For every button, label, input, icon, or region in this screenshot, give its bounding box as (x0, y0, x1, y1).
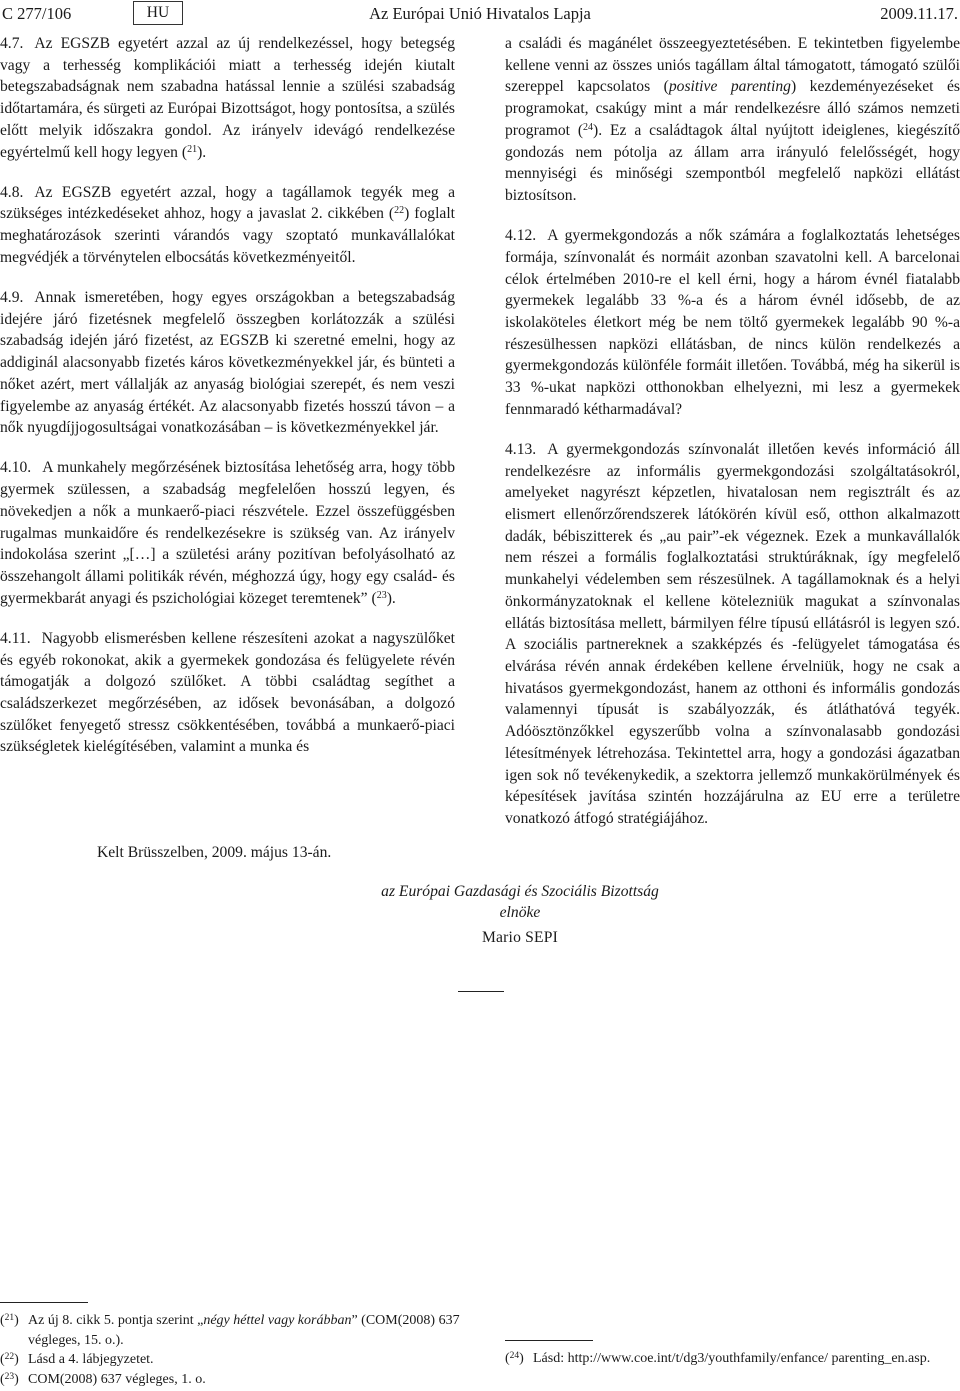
text-segment: négy héttel vagy korábban (203, 1313, 352, 1328)
text-segment: Nagyobb elismerésben kellene részesíteni azokat a nagyszülőket és egyéb rokonokat, akik a gyermekek gondozása és felügyelete révén támogatják a dolgozó szülőket. A többi családtag segíthet a családszerkezet megőrzésében, az idősek bevonásában, a dolgozó szülőket fenyegető stressz csökkentésében, továbbá a munkaerő-piaci szükségletek kielégítésében, valamint a munka és (0, 629, 455, 756)
text-segment: ). (386, 589, 396, 607)
text-segment: ) kezdeményezéseket és programokat, csakúgy mint a már rendelkezésre álló számos nemzeti programot ( (505, 78, 960, 139)
text-segment: a családi és magánélet összeegyeztetésében. E tekintetben figyelembe kellene venni az összes uniós tagállam által támogatott, támogató szülői szereppel kapcsolatos ( (505, 35, 960, 96)
text-segment: Az új 8. cikk 5. pontja szerint „ (28, 1313, 204, 1328)
footnotes-right (505, 1349, 960, 1369)
paragraph-number: 4.11. (0, 629, 31, 647)
text-segment: ) foglalt meghatározások szerinti várandós vagy szoptató munkavállalókat megvédjék a törvénytelen elbocsátás következményeitől. (0, 205, 455, 266)
footnote-marker: ($^{24}$) (505, 1351, 524, 1366)
paragraph (505, 33, 960, 207)
footnote-reference: 21 (187, 143, 198, 155)
text-segment: A munkahely megőrzésének biztosítása lehetőség arra, hogy több gyermek szülessen, a szabadság megfelelően hosszú legyen, és növekedjen a nők a munkaerő-piaci részvétele. Ezzel összefüggésben rugalmas munkaidőre és rendelkezésekre is szükség van. Az irányelv indokolása szerint „[…] a születési arány pozitívan befolyásolható az összehangolt állami politikák révén, méghozzá úgy, hogy egy család- és gyermekbarát anyagi és pszichológiai közeget teremtenek” ( (0, 459, 455, 607)
text-segment: Annak ismeretében, hogy egyes országokban a betegszabadság idejére járó fizetésnek megfelelő összegben korlátozzák a szülési szabadság idején járó fizetést, az EGSZB ki szeretné emelni, hogy az addiginál alacsonyabb fizetés káros következményekkel jár, és bünteti a nőket azért, mert vállalják az anyaság biológiai szerepét, és nem veszi figyelembe az anyaság értékét. Az alacsonyabb fizetés hosszú távon – a nők nyugdíjjogosultságai vonatkozásában – is következményekkel jár. (0, 289, 455, 437)
footnote (0, 1350, 470, 1370)
footnote-number: 23 (4, 1371, 15, 1382)
footnote-reference: 22 (394, 205, 405, 217)
text-segment: Lásd: http://www.coe.int/t/dg3/youthfamily/enfance/ parenting_en.asp. (533, 1351, 931, 1366)
text-segment: COM(2008) 637 végleges, 1. o. (28, 1371, 206, 1387)
text-segment: Az EGSZB egyetért azzal az új rendelkezéssel, hogy betegség vagy a terhesség komplikációi miatt a terhesség idején kiutalt betegszabadságnak nem szabadna hatással lennie a szülési szabadság időtartamára, és sürgeti az Európai Bizottságot, hogy pontosítsa, a szülés előtt melyik időszakra gondol. Az irányelv idevágó rendelkezése egyértelmű kell hogy legyen ( (0, 35, 455, 161)
paragraph (0, 33, 455, 163)
text-segment: Az EGSZB egyetért azzal, hogy a tagállamok tegyék meg a szükséges intézkedéseket ahhoz, hogy a javaslat 2. cikkében ( (0, 183, 455, 223)
language-code-box: HU (133, 1, 183, 25)
footnote-reference: 23 (376, 589, 387, 601)
footnote-number: 21 (4, 1313, 15, 1323)
journal-title: Az Európai Unió Hivatalos Lapja (369, 4, 591, 23)
end-rule (458, 991, 504, 992)
footnote-marker: ($^{21}$) (0, 1313, 19, 1328)
signatory-organization: az Európai Gazdasági és Szociális Bizottság (381, 883, 659, 900)
text-segment: A gyermekgondozás színvonalát illetően kevés információ áll rendelkezésre az informális gyermekgondozási szolgáltatásokról, amelyeket nagyrészt képzetlen, hivatalosan nem regisztrált és az elismert ellenőrzőrendszerek látókörén kívül eső, otthon alkalmazott dadák, bébiszitterek és „au pair”-ek végeznek. Ezek a munkavállalók nem részei a formális foglalkoztatási struktúráknak, így megfelelő munkahelyi védelemben sem részesülnek. A tagállamoknak és a helyi önkormányzatoknak el kellene kötelezniük magukat a színvonalas ellátás biztosítása mellett, bármilyen félre típusú ellátásról is legyen szó. A szociális partnereknek a szakképzés és -felügyelet támogatása és elvárása révén annak érdekében kellene érvelniük, hogy ne csak a hivatásos gyermekgondozást, hanem az otthoni és informális gondozás valamennyi típusát is szabályozzák, és átláthatóvá tegyék. Adóösztönzőkkel egyszerűbb volna a színvonalasabb gondozási létesítmények létrehozása. Tekintettel arra, hogy a gondozási ágazatban igen sok nő tevékenykedik, a szektorra jellemző munkakörülmények és képesítések javítása szintén hozzájárulna az EU erre a területre vonatkozó átfogó stratégiájához. (505, 440, 960, 827)
footnote (0, 1311, 470, 1350)
paragraph (505, 439, 960, 830)
text-segment: ” (COM(2008) 637 végleges, 15. o.). (28, 1313, 460, 1348)
text-segment: Lásd a 4. lábjegyzetet. (28, 1352, 154, 1367)
footnote (505, 1349, 960, 1369)
text-segment: positive parenting (668, 78, 791, 96)
paragraph (0, 182, 455, 269)
signatory-name: Mario SEPI (481, 929, 559, 946)
paragraph (505, 225, 960, 420)
footnote-marker: ($^{22}$) (0, 1352, 19, 1367)
paragraph (0, 287, 455, 439)
text-segment: ). Ez a családtagok által nyújtott ideiglenes, kiegészítő gondozás nem pótolja az állam arra irányuló felelősségét, hogy mennyiségi és minőségi szempontból megfelelő napközi ellátást biztosítson. (505, 121, 960, 204)
footnote-separator-right (505, 1340, 593, 1341)
footnote-marker: ($^{23}$) (0, 1371, 19, 1387)
paragraph-number: 4.10. (0, 459, 32, 477)
footnote-number: 22 (4, 1352, 15, 1362)
signatory-role: elnöke (499, 904, 541, 921)
paragraph-number: 4.12. (505, 227, 537, 245)
footnote-reference: 24 (583, 121, 594, 133)
paragraph-number: 4.8. (0, 183, 24, 201)
footnotes-left (0, 1311, 470, 1389)
right-text-column (505, 33, 960, 848)
footnote-number: 24 (509, 1351, 520, 1361)
footnote-separator-left (0, 1302, 88, 1303)
place-and-date: Kelt Brüsszelben, 2009. május 13-án. (97, 844, 332, 861)
footnote (0, 1370, 470, 1390)
paragraph (0, 457, 455, 609)
paragraph-number: 4.7. (0, 35, 24, 52)
publication-date: 2009.11.17. (880, 4, 958, 23)
paragraph-number: 4.13. (505, 440, 537, 458)
page-reference: C 277/106 (2, 4, 72, 23)
text-segment: A gyermekgondozás a nők számára a foglalkoztatás lehetséges formája, színvonalát és normáit azonban szavatolni kell. A barcelonai célok értelmében 2010-re el kell érni, hogy a három évnél fiatalabb gyermekek legalább 33 %-a és a három évnél idősebb, de az iskolaköteles életkort még be nem töltő gyermekek legalább 90 %-a részesülhessen napközi ellátásban, de nincs külön rendelkezés a gyermekgondozás különféle formáit illetően. Továbbá, még ha sikerül is 33 %-ukat napközi otthonokban elhelyezni, mi lesz a gyermekek fennmaradó kétharmadával? (505, 227, 960, 418)
text-segment: ). (197, 143, 207, 161)
left-text-column (0, 33, 455, 777)
page-header (0, 0, 960, 30)
paragraph (0, 628, 455, 758)
paragraph-number: 4.9. (0, 289, 24, 307)
